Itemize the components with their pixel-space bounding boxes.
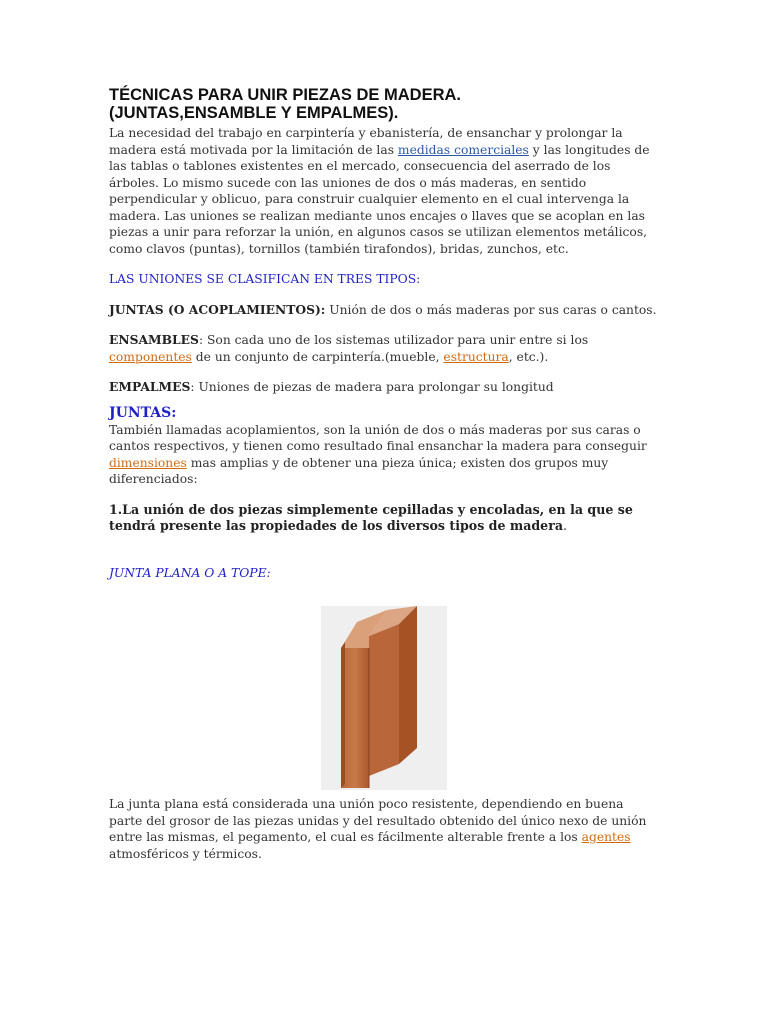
wood-boards-illustration [321,606,447,790]
page-title [109,86,657,122]
board-right-front [369,624,399,776]
empalmes-definition [109,379,657,396]
link-dimensiones[interactable]: dimensiones [109,455,187,470]
juntas-term: JUNTAS (O ACOPLAMIENTOS) [109,301,321,317]
ensambles-text-b: de un conjunto de carpintería.(mueble, [191,349,444,364]
ensambles-text-c: , etc.). [508,349,549,364]
board-left-side [341,642,345,788]
empalmes-term: EMPALMES [109,379,191,394]
intro-text-a: La necesidad del trabajo en carpintería y ebanistería, de ensanchar y prolongar la madera está motivada por la limitación de las [109,126,623,157]
empalmes-def-text: : Uniones de piezas de madera para prolongar su longitud [190,380,554,394]
closing-text-a: La junta plana está considerada una unión poco resistente, dependiendo en buena parte del grosor de las piezas unidas y del resultado obtenido del único nexo de unión entre las mismas, el pegamento, el cual es fácilmente alterable frente a los [109,797,647,844]
intro-paragraph [109,125,657,257]
link-medidas-comerciales[interactable]: medidas comerciales [397,142,529,157]
juntas-colon: : [320,301,326,317]
ensambles-definition [109,332,657,365]
juntas-heading: JUNTAS: [109,404,177,421]
link-componentes[interactable]: componentes [109,349,192,364]
classify-heading: LAS UNIONES SE CLASIFICAN EN TRES TIPOS: [109,272,421,286]
junta-plana-heading: JUNTA PLANA O A TOPE: [109,565,271,580]
link-estructura[interactable]: estructura [443,349,509,364]
ensambles-text-a: : Son cada uno de los sistemas utilizador para unir entre si los [198,333,589,347]
closing-text-b: atmosféricos y térmicos. [109,846,262,861]
juntas-text-a: También llamadas acoplamientos, son la unión de dos o más maderas por sus caras o cantos respectivos, y tienen como resultado final ensanchar la madera para conseguir [109,422,647,453]
link-agentes[interactable]: agentes [581,830,631,844]
juntas-definition [109,302,657,319]
board-right-side [399,606,417,764]
ensambles-term: ENSAMBLES [109,332,199,347]
junta-plana-image [321,606,447,790]
group-1-paragraph [109,502,657,535]
title-line-2: (JUNTAS,ENSAMBLE Y EMPALMES). [109,104,399,122]
closing-paragraph [109,796,657,862]
group-1-end: . [562,518,567,533]
juntas-text-b: mas amplias y de obtener una pieza única; existen dos grupos muy diferenciados: [109,455,609,486]
juntas-def-text: Unión de dos o más maderas por sus caras o cantos. [325,302,657,317]
group-1-bold: 1.La unión de dos piezas simplemente cepilladas y encoladas, en la que se tendrá presente las propiedades de los diversos tipos de madera [109,501,633,533]
title-line-1: TÉCNICAS PARA UNIR PIEZAS DE MADERA. [109,86,462,104]
juntas-paragraph [109,422,657,488]
board-left-front [341,648,369,788]
intro-text-b: y las longitudes de las tablas o tablones existentes en el mercado, consecuencia del aserrado de los árboles. Lo mismo sucede con las uniones de dos o más maderas, en sentido perpendicular y oblicuo, para construir cualquier elemento en el cual intervenga la madera. Las uniones se realizan mediante unos encajes o llaves que se acoplan en las piezas a unir para reforzar la unión, en algunos casos se utilizan elementos metálicos, como clavos (puntas), tornillos (también tirafondos), bridas, zunchos, etc. [109,142,650,256]
